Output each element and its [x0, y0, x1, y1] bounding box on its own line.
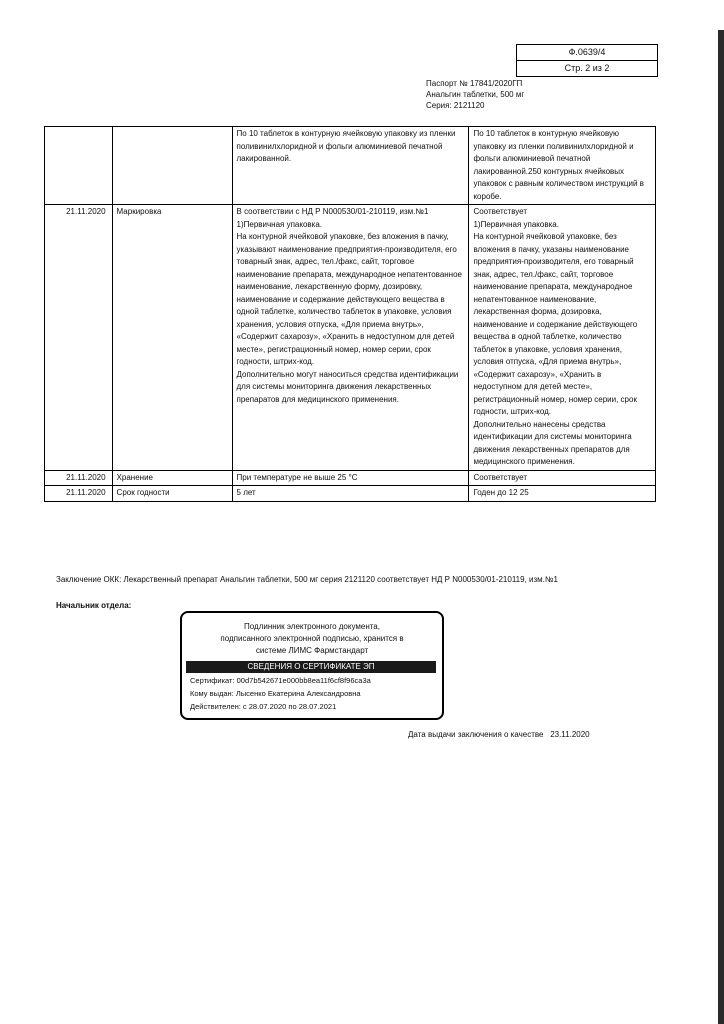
table-row: [45, 470, 656, 486]
cell-param: [112, 127, 232, 205]
stamp-certificate: Сертификат: 00d7b542671e000bb8ea11f6cf8f96ca3a: [190, 676, 371, 685]
cell-result: Годен до 12 25: [469, 486, 656, 502]
table-row: [45, 205, 656, 471]
e-signature-stamp: [180, 611, 444, 720]
stamp-line: подписанного электронной подписью, хранится в: [220, 634, 404, 643]
cell-result: Соответствует 1)Первичная упаковка. На контурной ячейковой упаковке, без вложения в пачку, указаны наименование предприятия-производителя, его товарный знак, адрес, тел./факс, сайт, торговое наименование препарата, международное непатентованное наименование, лекарственная форма, дозировка, наименование и содержание действующего вещества в одной таблетке, количество таблеток в упаковке, условия хранения, условия отпуска, «Для приема внутрь», «Содержит сахарозу», «Хранить в недоступном для детей месте», регистрационный номер, номер серии, срок годности, штрих-код. Дополнительно нанесены средства идентификации для системы мониторинга движения лекарственных препаратов для медицинского применения.: [469, 205, 656, 471]
issue-date-value: 23.11.2020: [550, 730, 590, 739]
table-row: [45, 486, 656, 502]
passport-header: [426, 78, 524, 111]
cell-param: Маркировка: [112, 205, 232, 471]
cell-requirement: В соответствии с НД Р N000530/01-210119, изм.№1 1)Первичная упаковка. На контурной ячейковой упаковке, без вложения в пачку, указывают наименование предприятия-производителя, его товарный знак, адрес, тел./факс, сайт, торговое наименование препарата, международное непатентованное наименование, лекарственную форму, дозировку, наименование и содержание действующего вещества в одной таблетке, количество таблеток в упаковке, условия хранения, условия отпуска, «Для приема внутрь», «Содержит сахарозу», «Хранить в недоступном для детей месте», регистрационный номер, номер серии, срок годности, штрих-код. Дополнительно могут наноситься средства идентификации для системы мониторинга движения лекарственных препаратов для медицинского применения.: [232, 205, 469, 471]
passport-product: Анальгин таблетки, 500 мг: [426, 90, 525, 99]
passport-series: Серия: 2121120: [426, 101, 485, 110]
cell-requirement: При температуре не выше 25 °С: [232, 470, 469, 486]
cell-result: Соответствует: [469, 470, 656, 486]
issue-date-line: [408, 730, 590, 739]
form-number: Ф.0639/4: [568, 47, 606, 57]
issue-date-label: Дата выдачи заключения о качестве: [408, 730, 544, 739]
cell-param: Хранение: [112, 470, 232, 486]
form-number-box: [516, 44, 658, 77]
qc-conclusion: Заключение ОКК: Лекарственный препарат Анальгин таблетки, 500 мг серия 2121120 соответствует НД Р N000530/01-210119, изм.№1: [56, 575, 558, 584]
cell-requirement: 5 лет: [232, 486, 469, 502]
stamp-issued-to: Кому выдан: Лысенко Екатерина Александровна: [190, 689, 361, 698]
cell-requirement: По 10 таблеток в контурную ячейковую упаковку из пленки поливинилхлоридной и фольги алюминиевой печатной лакированной.: [232, 127, 469, 205]
cell-param: Срок годности: [112, 486, 232, 502]
stamp-banner: СВЕДЕНИЯ О СЕРТИФИКАТЕ ЭП: [186, 661, 436, 673]
passport-number: Паспорт № 17841/2020ГП: [426, 79, 523, 88]
cell-date: [45, 127, 113, 205]
cell-date: 21.11.2020: [45, 470, 113, 486]
cell-date: 21.11.2020: [45, 486, 113, 502]
scan-edge: [718, 30, 724, 1024]
page-number: Стр. 2 из 2: [517, 60, 657, 76]
stamp-line: Подлинник электронного документа,: [244, 622, 380, 631]
quality-table: [44, 126, 656, 502]
table-row: [45, 127, 656, 205]
cell-result: По 10 таблеток в контурную ячейковую упаковку из пленки поливинилхлоридной и фольги алюминиевой печатной лакированной.250 контурных ячейковых упаковок с равным количеством инструкций в коробе.: [469, 127, 656, 205]
head-of-department-label: Начальник отдела:: [56, 601, 132, 610]
stamp-valid: Действителен: с 28.07.2020 по 28.07.2021: [190, 702, 337, 711]
cell-date: 21.11.2020: [45, 205, 113, 471]
stamp-line: системе ЛИМС Фармстандарт: [255, 646, 369, 655]
